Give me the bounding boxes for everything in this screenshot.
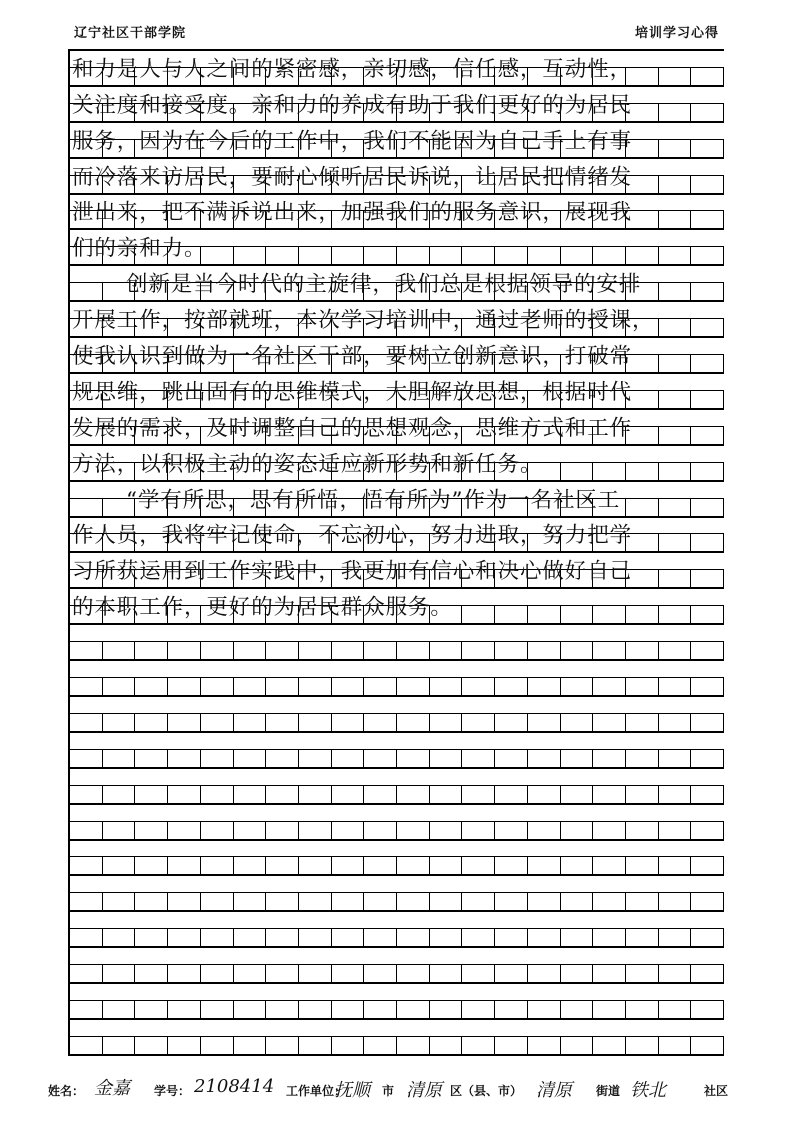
grid-row xyxy=(70,518,724,554)
grid-cells xyxy=(70,713,724,733)
essay-line: 泄出来，把不满诉说出来，加强我们的服务意识，展现我 xyxy=(72,200,633,226)
work-unit-label: 工作单位： xyxy=(286,1084,347,1098)
street-value: 清原 xyxy=(536,1080,572,1101)
grid-cells xyxy=(70,677,724,697)
grid-row xyxy=(70,589,724,625)
writing-grid xyxy=(68,49,724,1056)
grid-cells xyxy=(70,641,724,661)
grid-row xyxy=(70,912,724,948)
essay-line: 服务，因为在今后的工作中，我们不能因为自己手上有事 xyxy=(72,128,633,154)
essay-line: “学有所思，思有所悟，悟有所为”作为一名社区工 xyxy=(126,487,621,513)
institution-name: 辽宁社区干部学院 xyxy=(74,26,187,41)
grid-row xyxy=(70,661,724,697)
grid-cells xyxy=(70,964,724,984)
city-label: 市 xyxy=(382,1084,395,1098)
grid-row xyxy=(70,805,724,841)
grid-row xyxy=(70,876,724,912)
essay-line: 规思维，跳出固有的思维模式，大胆解放思想，根据时代 xyxy=(72,379,633,405)
grid-row xyxy=(70,769,724,805)
document-type: 培训学习心得 xyxy=(634,26,719,41)
community-value: 铁北 xyxy=(630,1080,666,1101)
grid-row xyxy=(70,841,724,877)
essay-line: 的本职工作，更好的为居民群众服务。 xyxy=(72,595,453,621)
grid-row xyxy=(70,553,724,589)
student-no-value: 2108414 xyxy=(194,1076,275,1097)
grid-row xyxy=(70,374,724,410)
essay-line: 关注度和接受度。亲和力的养成有助于我们更好的为居民 xyxy=(72,92,633,118)
essay-line: 方法，以积极主动的姿态适应新形势和新任务。 xyxy=(72,451,543,477)
grid-cells xyxy=(70,1000,724,1020)
grid-cells xyxy=(70,785,724,805)
grid-row xyxy=(70,733,724,769)
community-label: 社区 xyxy=(704,1084,729,1098)
essay-line: 而冷落来访居民，要耐心倾听居民诉说，让居民把情绪发 xyxy=(72,164,633,190)
essay-line: 开展工作，按部就班，本次学习培训中，通过老师的授课， xyxy=(72,308,655,334)
essay-line: 和力是人与人之间的紧密感，亲切感，信任感，互动性， xyxy=(72,56,633,82)
district-label: 区（县、市） xyxy=(450,1084,523,1098)
essay-line: 使我认识到做为一名社区干部，要树立创新意识，打破常 xyxy=(72,344,633,370)
name-value: 金嘉 xyxy=(94,1078,130,1099)
grid-cells xyxy=(70,821,724,841)
grid-cells xyxy=(70,892,724,912)
essay-line: 发展的需求，及时调整自己的思想观念，思维方式和工作 xyxy=(72,415,633,441)
essay-line: 作人员，我将牢记使命，不忘初心，努力进取，努力把学 xyxy=(72,523,633,549)
essay-line: 习所获运用到工作实践中，我更加有信心和决心做好自己 xyxy=(72,559,633,585)
grid-cells xyxy=(70,928,724,948)
grid-row xyxy=(70,984,724,1020)
grid-row xyxy=(70,1020,724,1056)
grid-row xyxy=(70,266,724,302)
grid-row xyxy=(70,195,724,231)
grid-row xyxy=(70,123,724,159)
grid-row xyxy=(70,87,724,123)
grid-cells xyxy=(70,749,724,769)
grid-row xyxy=(70,482,724,518)
grid-row xyxy=(70,410,724,446)
grid-row xyxy=(70,230,724,266)
grid-row xyxy=(70,302,724,338)
grid-row xyxy=(70,338,724,374)
grid-row xyxy=(70,446,724,482)
grid-row xyxy=(70,51,724,87)
grid-row xyxy=(70,948,724,984)
district-value: 清原 xyxy=(406,1080,442,1101)
student-no-label: 学号： xyxy=(154,1084,191,1098)
grid-row xyxy=(70,159,724,195)
essay-line: 们的亲和力。 xyxy=(72,236,207,262)
grid-cells xyxy=(70,1036,724,1056)
grid-row xyxy=(70,625,724,661)
grid-row xyxy=(70,697,724,733)
name-label: 姓名： xyxy=(48,1084,85,1098)
essay-line: 创新是当今时代的主旋律，我们总是根据领导的安排 xyxy=(126,272,642,298)
street-label: 街道 xyxy=(596,1084,621,1098)
grid-cells xyxy=(70,856,724,876)
city-value: 抚顺 xyxy=(334,1080,370,1101)
